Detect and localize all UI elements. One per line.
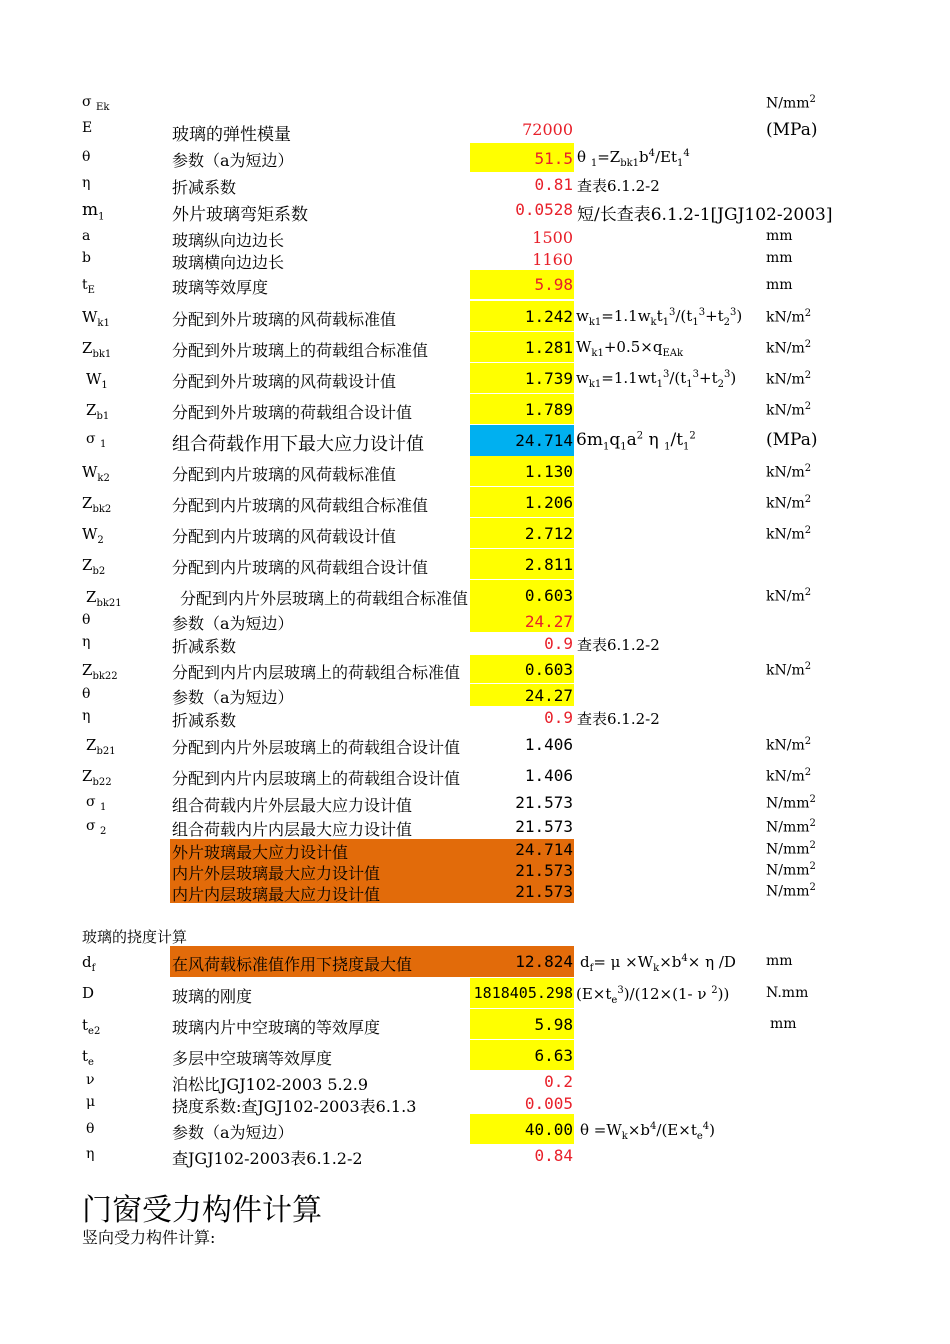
symbol: σ $_2$ (86, 818, 107, 837)
table-row (0, 425, 950, 456)
page-title: 门窗受力构件计算 (82, 1193, 322, 1228)
description: 分配到内片玻璃的风荷载标准值 (172, 465, 397, 484)
description: 分配到内片内层玻璃上的荷载组合设计值 (172, 769, 461, 788)
value: 1.206 (524, 493, 573, 512)
table-row (0, 840, 950, 861)
unit: mm (770, 1016, 797, 1032)
description: 分配到内片外层玻璃上的荷载组合标准值 (180, 589, 469, 608)
symbol: η (86, 1146, 95, 1162)
symbol: $W_{k1}$ (82, 308, 110, 329)
description: 分配到内片玻璃的风荷载设计值 (172, 527, 397, 546)
unit: $N/mm^2$ (766, 882, 816, 900)
description: 玻璃纵向边边长 (172, 231, 285, 250)
table-row (0, 250, 950, 270)
table-row (0, 456, 950, 486)
symbol: $W_{k2}$ (82, 463, 110, 484)
section-heading: 玻璃的挠度计算 (82, 928, 188, 946)
description: 内片内层玻璃最大应力设计值 (172, 885, 381, 904)
formula: $W_{k1}+0.5\times q_{EAk}$ (576, 338, 684, 359)
unit: $kN/m^2$ (766, 401, 812, 419)
description: 多层中空玻璃等效厚度 (172, 1049, 333, 1068)
description: 玻璃的刚度 (172, 987, 253, 1006)
unit: $kN/m^2$ (766, 339, 812, 357)
description: 折减系数 (172, 711, 237, 730)
value: 1.789 (524, 400, 573, 419)
table-row (0, 882, 950, 903)
table-row (0, 270, 950, 299)
formula: 查表6.1.2-2 (577, 636, 660, 654)
unit: $kN/m^2$ (766, 525, 812, 543)
value: 0.9 (544, 708, 573, 727)
value: 1160 (532, 250, 573, 269)
table-row (0, 708, 950, 728)
symbol: $t_e$ (82, 1047, 94, 1068)
table-row (0, 729, 950, 759)
value: 24.714 (515, 840, 573, 859)
table-row (0, 1146, 950, 1166)
table-row (0, 175, 950, 195)
symbol: θ (82, 149, 91, 165)
value: 0.81 (534, 175, 573, 194)
description: 组合荷载内片内层最大应力设计值 (172, 820, 413, 839)
description: 折减系数 (172, 637, 237, 656)
description: 查JGJ102-2003表6.1.2-2 (172, 1149, 363, 1168)
symbol: $Z_{b1}$ (86, 401, 110, 422)
table-row (0, 580, 950, 610)
value: 0.005 (524, 1094, 573, 1113)
description: 参数（a为短边） (172, 688, 294, 707)
symbol: $W_1$ (86, 370, 108, 391)
table-row (0, 1009, 950, 1039)
table-row (0, 518, 950, 548)
symbol: η (82, 175, 91, 191)
formula: 短/长查表6.1.2-1[JGJ102-2003] (577, 205, 833, 225)
description: 泊松比JGJ102-2003 5.2.9 (172, 1075, 369, 1094)
table-row (0, 228, 950, 248)
formula: $w_{k1}=1.1wt_1^3/(t_1^3+t_2^3)$ (576, 369, 737, 390)
description: 挠度系数:查JGJ102-2003表6.1.3 (172, 1097, 417, 1116)
symbol: μ (86, 1094, 96, 1110)
value: 24.27 (524, 686, 573, 705)
symbol: $Z_{bk21}$ (86, 588, 122, 609)
symbol: $Z_{bk1}$ (82, 339, 112, 360)
description: 在风荷载标准值作用下挠度最大值 (172, 955, 413, 974)
value: 1818405.298 (473, 984, 573, 1002)
unit: $kN/m^2$ (766, 463, 812, 481)
symbol: $m_1$ (82, 200, 105, 223)
value: 51.5 (534, 149, 573, 168)
symbol: η (82, 708, 91, 724)
description: 组合荷载内片外层最大应力设计值 (172, 796, 413, 815)
symbol: η (82, 634, 91, 650)
table-row (0, 363, 950, 393)
table-row (0, 634, 950, 654)
section-subtitle: 竖向受力构件计算: (82, 1228, 216, 1247)
unit: $kN/m^2$ (766, 494, 812, 512)
value: 5.98 (534, 275, 573, 294)
formula: θ $_1=Z_{bk1}b^4/Et_1^4$ (577, 148, 690, 169)
description: 外片玻璃最大应力设计值 (172, 843, 349, 862)
symbol: $t_E$ (82, 277, 95, 296)
value: 24.27 (524, 612, 573, 631)
table-row (0, 793, 950, 815)
value: 1.281 (524, 338, 573, 357)
symbol: θ (82, 686, 91, 702)
unit: $N/mm^2$ (766, 818, 816, 836)
value: 0.603 (524, 586, 573, 605)
table-row (0, 1114, 950, 1144)
symbol: θ (86, 1121, 95, 1137)
table-row (0, 394, 950, 424)
formula: $\theta =W_k\times b^4/(E\times t_e^4)$ (580, 1121, 716, 1142)
table-row (0, 120, 950, 145)
value: 0.84 (534, 1146, 573, 1165)
unit: mm (766, 277, 793, 293)
description: 分配到内片内层玻璃上的荷载组合标准值 (172, 663, 461, 682)
table-row (0, 94, 950, 114)
formula: $d_f= \mu \times W_k\times b^4\times \eta$ /D (580, 953, 736, 974)
symbol: ν (86, 1072, 95, 1088)
table-row (0, 760, 950, 790)
symbol: E (82, 120, 93, 136)
description: 内片外层玻璃最大应力设计值 (172, 864, 381, 883)
symbol: b (82, 250, 91, 266)
value: 72000 (522, 120, 573, 139)
description: 分配到外片玻璃的风荷载设计值 (172, 372, 397, 391)
value: 2.811 (524, 555, 573, 574)
unit: $kN/m^2$ (766, 736, 812, 754)
table-row (0, 946, 950, 977)
value: 0.2 (544, 1072, 573, 1091)
description: 分配到外片玻璃上的荷载组合标准值 (172, 341, 429, 360)
unit: $N/mm^2$ (766, 840, 816, 858)
formula: $6m_1q_1a^2$ η $_1/t_1^2$ (576, 430, 696, 453)
symbol: $t_{e2}$ (82, 1016, 101, 1037)
unit: (MPa) (766, 430, 818, 450)
table-row (0, 1072, 950, 1092)
formula: 查表6.1.2-2 (577, 710, 660, 728)
value: 1500 (532, 228, 573, 247)
value: 1.242 (524, 307, 573, 326)
value: 1.406 (524, 735, 573, 754)
symbol: $d_f$ (82, 953, 96, 974)
description: 玻璃内片中空玻璃的等效厚度 (172, 1018, 381, 1037)
description: 分配到外片玻璃的荷载组合设计值 (172, 403, 413, 422)
table-row (0, 1094, 950, 1114)
symbol: $Z_{b2}$ (82, 556, 106, 577)
table-row (0, 817, 950, 839)
description: 折减系数 (172, 178, 237, 197)
description: 分配到内片玻璃的风荷载组合标准值 (172, 496, 429, 515)
description: 分配到内片玻璃的风荷载组合设计值 (172, 558, 429, 577)
unit: mm (766, 953, 793, 969)
table-row (0, 610, 950, 632)
symbol: θ (82, 612, 91, 628)
table-row (0, 143, 950, 172)
symbol: σ $_1$ (86, 431, 107, 450)
symbol: $Z_{b21}$ (86, 736, 116, 757)
value: 0.9 (544, 634, 573, 653)
value: 24.714 (515, 431, 573, 450)
symbol: $Z_{bk2}$ (82, 494, 112, 515)
value: 21.573 (515, 861, 573, 880)
symbol: a (82, 228, 91, 244)
formula: 查表6.1.2-2 (577, 177, 660, 195)
formula: $w_{k1}=1.1w_kt_1^3/(t_1^3+t_2^3)$ (576, 307, 743, 328)
unit: $kN/m^2$ (766, 308, 812, 326)
value: 40.00 (524, 1120, 573, 1139)
table-row (0, 684, 950, 706)
description: 参数（a为短边） (172, 614, 294, 633)
table-row (0, 549, 950, 579)
value: 2.712 (524, 524, 573, 543)
description: 玻璃的弹性模量 (172, 125, 291, 145)
formula: $(E\times t_e^3)/(12\times(1-$ ν $^2$)) (576, 985, 730, 1006)
unit: mm (766, 250, 793, 266)
value: 21.573 (515, 882, 573, 901)
unit: $N/mm^2$ (766, 794, 816, 812)
value: 6.63 (534, 1046, 573, 1065)
unit: mm (766, 228, 793, 244)
unit: $kN/m^2$ (766, 587, 812, 605)
value: 0.0528 (515, 200, 573, 219)
value: 21.573 (515, 817, 573, 836)
value: 21.573 (515, 793, 573, 812)
unit: (MPa) (766, 120, 818, 140)
table-row (0, 301, 950, 331)
symbol: D (82, 984, 95, 1002)
unit: $kN/m^2$ (766, 370, 812, 388)
description: 玻璃等效厚度 (172, 278, 269, 297)
value: 5.98 (534, 1015, 573, 1034)
description: 分配到外片玻璃的风荷载标准值 (172, 310, 397, 329)
unit: $kN/m^2$ (766, 661, 812, 679)
unit: $N/mm^2$ (766, 94, 816, 112)
value: 12.824 (515, 952, 573, 971)
table-row (0, 332, 950, 362)
table-row (0, 200, 950, 225)
value: 0.603 (524, 660, 573, 679)
symbol: $Z_{bk22}$ (82, 661, 118, 682)
symbol: $W_2$ (82, 525, 104, 546)
description: 参数（a为短边） (172, 1123, 294, 1142)
value: 1.739 (524, 369, 573, 388)
table-row (0, 487, 950, 517)
description: 参数（a为短边） (172, 151, 294, 170)
unit: $N/mm^2$ (766, 861, 816, 879)
description: 组合荷载作用下最大应力设计值 (172, 434, 424, 455)
symbol: σ $_{Ek}$ (82, 94, 110, 113)
description: 玻璃横向边边长 (172, 253, 285, 272)
value: 1.130 (524, 462, 573, 481)
description: 分配到内片外层玻璃上的荷载组合设计值 (172, 738, 461, 757)
unit: N.mm (766, 985, 809, 1001)
description: 外片玻璃弯矩系数 (172, 205, 308, 225)
table-row (0, 861, 950, 882)
table-row (0, 1040, 950, 1070)
table-row (0, 978, 950, 1008)
symbol: σ $_1$ (86, 794, 107, 813)
value: 1.406 (524, 766, 573, 785)
symbol: $Z_{b22}$ (82, 767, 112, 788)
table-row (0, 655, 950, 683)
unit: $kN/m^2$ (766, 767, 812, 785)
